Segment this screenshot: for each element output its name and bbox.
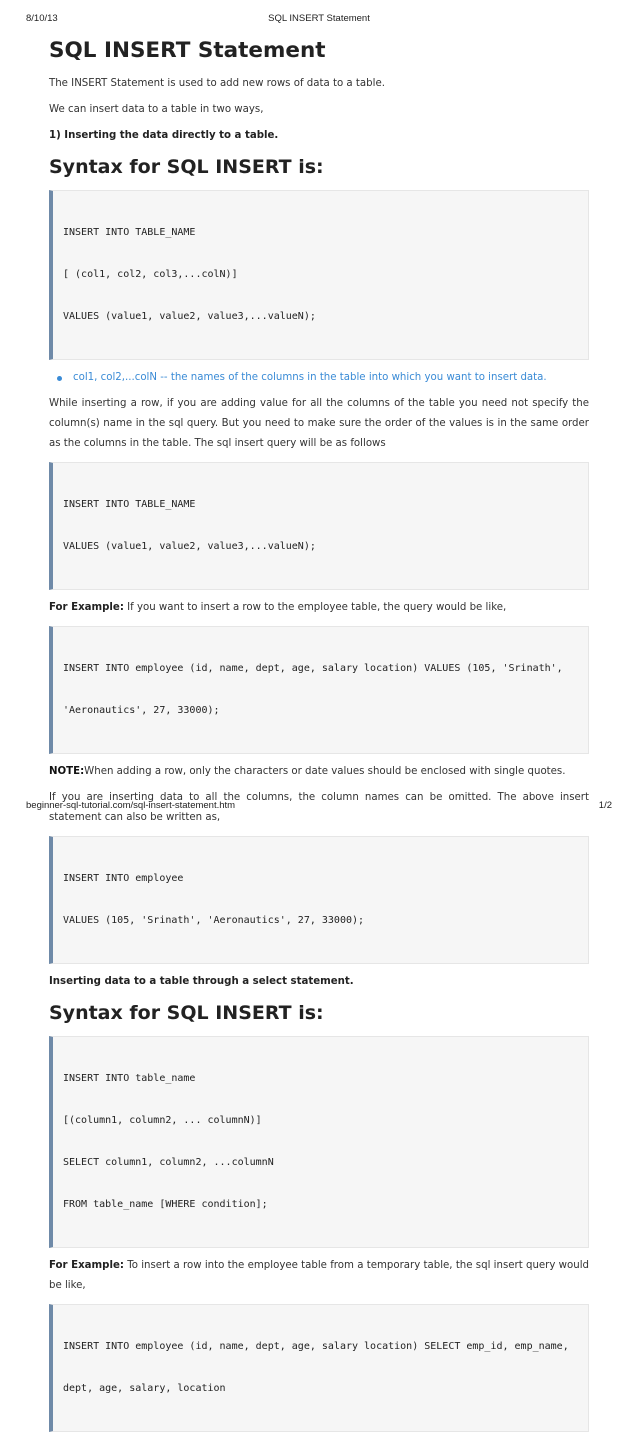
code-line: SELECT column1, column2, ...columnN: [63, 1157, 274, 1168]
code-block-example-1: [49, 626, 589, 754]
code-line: INSERT INTO TABLE_NAME: [63, 499, 196, 510]
code-line: [(column1, column2, ... columnN)]: [63, 1115, 262, 1126]
page-title: SQL INSERT Statement: [49, 38, 326, 63]
code-line: INSERT INTO employee (id, name, dept, age, salary location) VALUES (105, 'Srinath',: [63, 663, 563, 674]
syntax-heading-1: Syntax for SQL INSERT is:: [49, 156, 324, 178]
code-block-example-2: [49, 836, 589, 964]
example1-paragraph: [49, 598, 589, 618]
print-footer: [0, 800, 638, 814]
example-text: To insert a row into the employee table from a temporary table, the sql insert query would be like,: [49, 1260, 589, 1291]
method2-heading: Inserting data to a table through a select statement.: [49, 976, 354, 987]
code-block-syntax-1: [49, 190, 589, 360]
example-label: For Example:: [49, 602, 124, 613]
code-line: VALUES (105, 'Srinath', 'Aeronautics', 27, 33000);: [63, 915, 365, 926]
example2-paragraph: [49, 1256, 589, 1296]
code-line: dept, age, salary, location: [63, 1383, 226, 1394]
notes-list: [49, 368, 589, 388]
syntax-heading-2: Syntax for SQL INSERT is:: [49, 1002, 324, 1024]
code-block-syntax-2: [49, 1036, 589, 1248]
code-line: INSERT INTO employee (id, name, dept, age, salary location) SELECT emp_id, emp_name,: [63, 1341, 569, 1352]
code-line: VALUES (value1, value2, value3,...valueN);: [63, 541, 316, 552]
note-label: NOTE:: [49, 766, 85, 777]
page-number: 1/2: [598, 800, 612, 811]
code-line: INSERT INTO TABLE_NAME: [63, 227, 196, 238]
code-line: FROM table_name [WHERE condition];: [63, 1199, 268, 1210]
all-columns-paragraph: While inserting a row, if you are adding value for all the columns of the table you need not specify the column(s) name in the sql query. But you need to make sure the order of the values is in the same order as the columns in the table. The sql insert query will be as follows: [49, 398, 589, 449]
omit-columns-paragraph: If you are inserting data to all the columns, the column names can be omitted. The above insert statement can also be written as,: [49, 792, 589, 823]
example-text: If you want to insert a row to the employee table, the query would be like,: [123, 602, 507, 613]
example-label: For Example:: [49, 1260, 124, 1271]
print-date: 8/10/13: [26, 13, 58, 24]
intro-paragraph: The INSERT Statement is used to add new rows of data to a table.: [49, 78, 385, 89]
print-url: beginner-sql-tutorial.com/sql-insert-statement.htm: [26, 800, 236, 811]
print-header: [0, 13, 638, 27]
print-page-title: SQL INSERT Statement: [268, 13, 370, 24]
method1-heading: 1) Inserting the data directly to a table.: [49, 130, 279, 141]
code-line: 'Aeronautics', 27, 33000);: [63, 705, 220, 716]
code-line: INSERT INTO table_name: [63, 1073, 196, 1084]
ways-paragraph: We can insert data to a table in two ways,: [49, 104, 264, 115]
note-text: When adding a row, only the characters or date values should be enclosed with single quotes.: [84, 766, 566, 777]
code-block-syntax-values: [49, 462, 589, 590]
note-paragraph: [49, 762, 589, 782]
list-item: col1, col2,...colN -- the names of the columns in the table into which you want to insert data.: [73, 368, 589, 388]
code-block-example-3: [49, 1304, 589, 1432]
code-line: INSERT INTO employee: [63, 873, 184, 884]
code-line: VALUES (value1, value2, value3,...valueN);: [63, 311, 316, 322]
code-line: [ (col1, col2, col3,...colN)]: [63, 269, 238, 280]
